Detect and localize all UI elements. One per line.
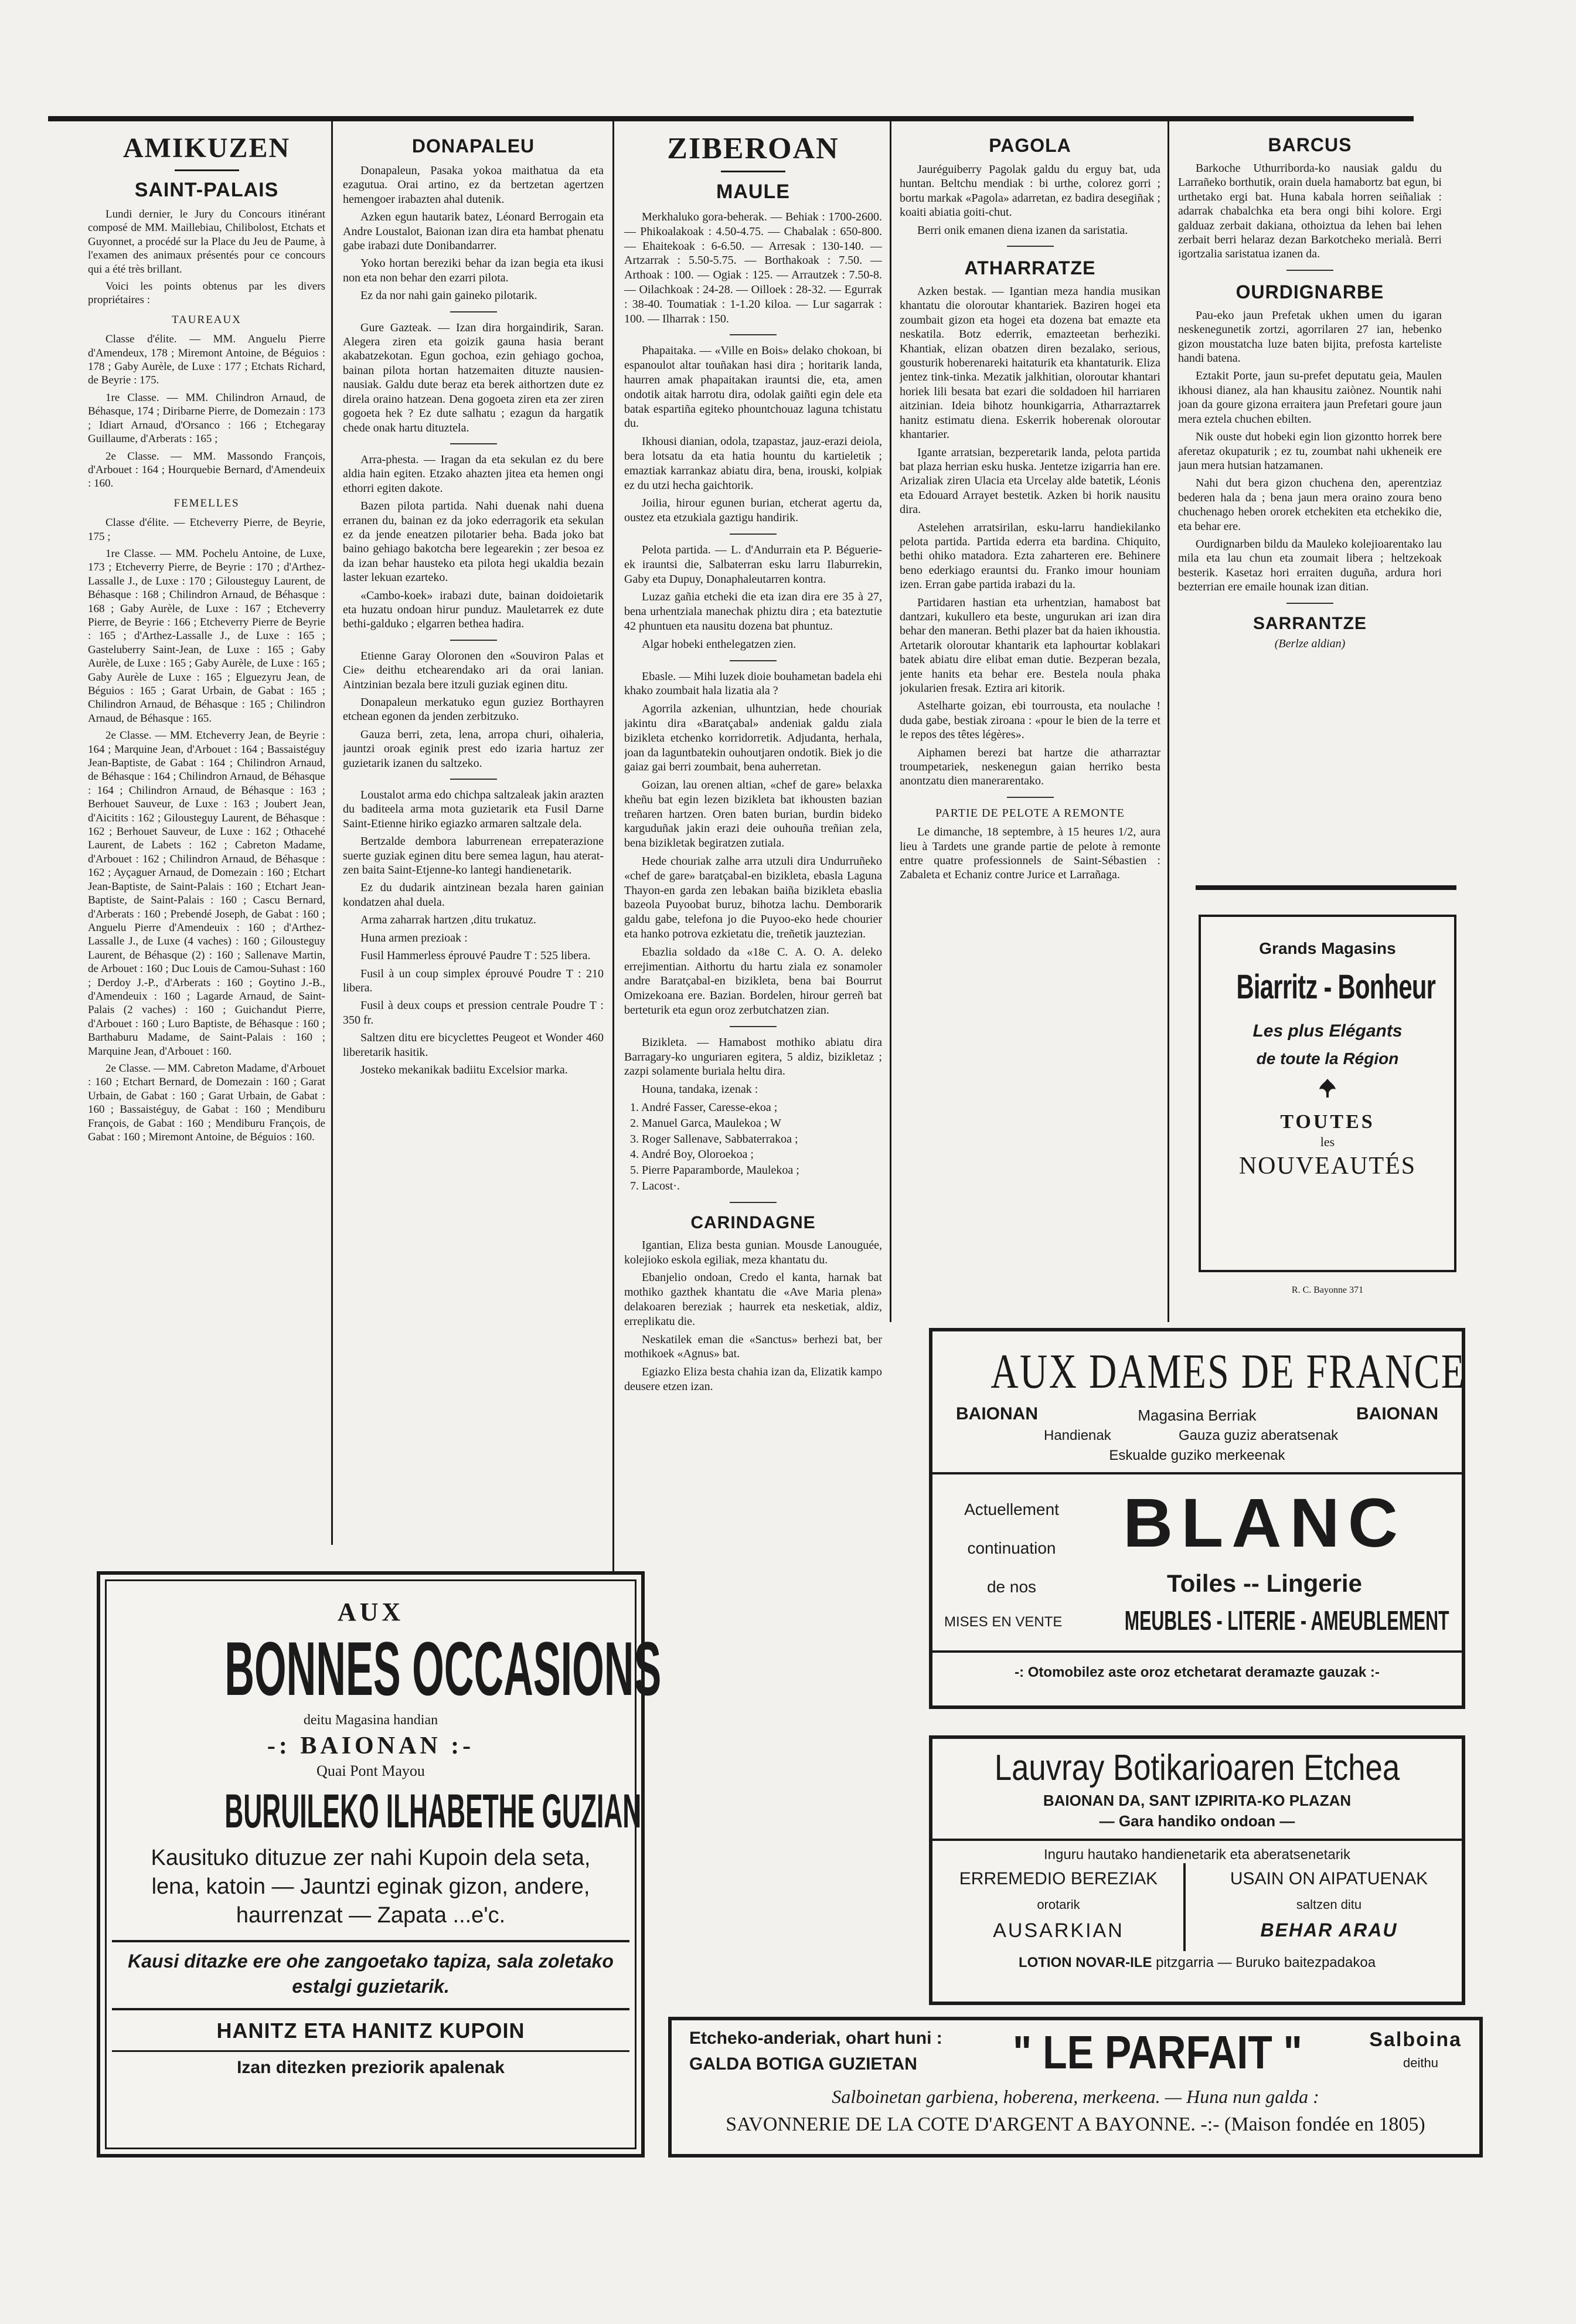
ad-line: Inguru hautako handienetarik eta aberatsenetarik bbox=[1043, 1847, 1351, 1863]
ad-line: saltzen ditu bbox=[1296, 1897, 1362, 1912]
ad-line: deitu Magasina handian bbox=[303, 1713, 438, 1728]
article-paragraph: Pau-eko jaun Prefetak ukhen umen du igaran neskenegunetik zortzi, agorrilaren 27 ian, hebenko gizon moustatcha luze baten bijita, prefosta karteliste handi batena. bbox=[1178, 308, 1442, 365]
ad-line: BAIONAN bbox=[956, 1404, 1038, 1423]
ad-body bbox=[932, 1474, 1462, 1650]
title-rule bbox=[175, 169, 239, 171]
ad-line: BEHAR ARAU bbox=[1260, 1919, 1398, 1941]
article-paragraph: Ourdignarben bildu da Mauleko kolejioarentako lau mila eta lau chun eta zoumait libera ; heltzekoak besterik. Kasetaz hori erraiten duguña, ardura hori bezterrian ere emaile hounak izan ditian. bbox=[1178, 537, 1442, 594]
article-paragraph: Fusil à un coup simplex éprouvé Poudre T : 210 libera. bbox=[343, 967, 604, 994]
section-title: AMIKUZEN bbox=[122, 132, 291, 164]
ad-line: lena, katoin — Jauntzi eginak gizon, andere, bbox=[151, 1874, 590, 1899]
ad-line: Izan ditezken preziorik apalenak bbox=[237, 2058, 505, 2077]
separator bbox=[1286, 603, 1333, 604]
article-paragraph: Hede chouriak zalhe arra utzuli dira Undurruñeko «chef de gare» baratçabal-en bizikleta, ebasla Laguna Thayon-en garda zen lebakan baiña bizikleta ebaslia bazeola Puyoobat buruz, bihotza lachu. Demborarik galdu gabe, telefona jo die Puyoo-eko hede chourier eta hanko potrova ezkietatu die, treñetik jauztezian. bbox=[624, 855, 882, 941]
ad-line: haurrenzat — Zapata ...e'c. bbox=[236, 1903, 506, 1928]
ad-lauvray bbox=[929, 1735, 1465, 2005]
article-paragraph: Loustalot arma edo chichpa saltzaleak jakin arazten du baditeela arma mota guzietarik eta Fusil Darne Saint-Etienne hiriko egiazko armaren saltzale dela. bbox=[343, 789, 604, 830]
article-paragraph: Lundi dernier, le Jury du Concours itinérant composé de MM. Maillebiau, Chilibolost, Etchats et Guyonnet, a procédé sur la Place du Jeu de Paume, à l'examen des animaux présentés pour ce concours qui a été très brillant. bbox=[88, 208, 325, 276]
ad-headline: BONNES OCCASIONS bbox=[224, 1626, 662, 1711]
article-paragraph: Barkoche Uthurriborda-ko nausiak galdu du Larrañeko borthutik, orain duela hamabortz bat egun, bi urthetako ergi bat. Huna kabala horren seiñaliak : adarrak chabalchka eta bera ongi bihi kolore. Ergi galduaz zerbait dakiana, othoiztua da lehen bai lehen zerbait berri helaraz dezan Barkotcheko merialà. Berri igortzalia saristatua izanen da. bbox=[1178, 162, 1442, 261]
list-item: 7. Lacost·. bbox=[630, 1180, 680, 1193]
article-paragraph: Etienne Garay Oloronen den «Souviron Palas et Cie» deithu etchearendako ari da orai lanian. Aintzinian bezala bere itzuli guziak eginen ditu. bbox=[343, 649, 604, 691]
ad-row bbox=[672, 2020, 1479, 2085]
ad-line: MEUBLES - LITERIE - AMEUBLEMENT bbox=[1124, 1605, 1449, 1636]
article-paragraph: Ikhousi dianian, odola, tzapastaz, jauz-erazi deiola, bera lotsatu da eta hatia hountu du kartieletik ; emaztiak karrankaz abiatu dira, bena, irouski, kolpiak ez du utzi hecha gaichtorik. bbox=[624, 435, 882, 492]
article-paragraph: Yoko hortan bereziki behar da izan begia eta ikusi non eta non behar den ezarri pilota. bbox=[343, 257, 604, 284]
article-paragraph: Astelehen arratsirilan, esku-larru handiekilanko pelota partida. Partida ederra eta bardina. Chiquito, bethi ohiko matadora. Ezta zaharteren ere. Behinere beno ederkiago erauntsi du. Franko imour houniam izen. Erran gabe partida irabazi du la. bbox=[900, 521, 1160, 592]
separator bbox=[730, 660, 777, 661]
ad-le-parfait bbox=[668, 2017, 1483, 2157]
article-paragraph: Huna armen prezioak : bbox=[360, 931, 468, 944]
article-paragraph: Saltzen ditu ere bicyclettes Peugeot et Wonder 460 liberetarik hasitik. bbox=[343, 1031, 604, 1059]
ad-line: orotarik bbox=[1037, 1897, 1080, 1912]
section-subtitle: CARINDAGNE bbox=[690, 1212, 816, 1232]
article-paragraph: Classe d'élite. — Etcheverry Pierre, de Beyrie, 175 ; bbox=[88, 517, 325, 543]
ad-line: AUSARKIAN bbox=[993, 1919, 1124, 1942]
ad-side-text bbox=[944, 1498, 1079, 1599]
category-heading: TAUREAUX bbox=[172, 313, 241, 326]
ad-line: LOTION NOVAR-ILE bbox=[1018, 1955, 1152, 1970]
article-paragraph: Algar hobeki enthelegatzen zien. bbox=[642, 637, 796, 651]
title-rule bbox=[721, 171, 785, 172]
section-title: ZIBEROAN bbox=[667, 132, 839, 165]
ad-headline: AUX DAMES DE FRANCE bbox=[990, 1344, 1466, 1399]
article-paragraph: Aiphamen berezi bat hartze die atharraztar troumpetariek, neskenegun gaian herriko besta anontzatu dien manerarentako. bbox=[900, 746, 1160, 788]
article-paragraph: Luzaz gañia etcheki die eta izan dira ere 35 à 27, bena urhentziala manechak phiztu dira ; eta bateztutie 42 phuntuen eta nausitu dozena bat phuntuz. bbox=[624, 590, 882, 633]
section-subtitle: ATHARRATZE bbox=[964, 257, 1096, 279]
ad-registration: R. C. Bayonne 371 bbox=[1291, 1285, 1364, 1295]
section-subtitle: MAULE bbox=[716, 181, 790, 203]
article-paragraph: Donapaleun, Pasaka yokoa maithatua da eta ezagutua. Orai artino, ez da bertzetan agertzen hemengoer irabazten ahal dutenik. bbox=[343, 164, 604, 206]
ad-line: Eskualde guziko merkeenak bbox=[1109, 1448, 1285, 1463]
ad-divider bbox=[112, 1940, 629, 1942]
article-paragraph: Nik ouste dut hobeki egin lion gizontto horrek bere aferetaz okupaturik ; ez tu, zoumbat nahi ukheneik ere jaun mera hutsian hatzamanen. bbox=[1178, 430, 1442, 472]
ad-headline: " LE PARFAIT " bbox=[1013, 2026, 1302, 2078]
article-paragraph: Joilia, hirour egunen burian, etcherat agertu da, oustez eta etzukiala gaztigu handirik. bbox=[624, 497, 882, 525]
ad-row bbox=[932, 1404, 1462, 1428]
article-paragraph: Pelota partida. — L. d'Andurrain eta P. Béguerie-ek irauntsi die, Salbaterran esku larru Ilaburrekin, Gaby eta Dupuy, Donaphaleutarren kontra. bbox=[624, 543, 882, 586]
separator bbox=[730, 334, 777, 335]
article-paragraph: Neskatilek eman die «Sanctus» berhezi bat, ber mothikoek «Agnus» bat. bbox=[624, 1333, 882, 1361]
ad-line: Handienak bbox=[1044, 1428, 1111, 1443]
ad-line: HANITZ ETA HANITZ KUPOIN bbox=[216, 2019, 525, 2043]
section-subtitle: SARRANTZE bbox=[1253, 613, 1367, 633]
ad-bonnes-occasions bbox=[97, 1571, 662, 2157]
article-paragraph: Arra-phesta. — Iragan da eta sekulan ez du bere aldia hain egiten. Etzako ahazten jitea eta hemen ongi ethorri egiten dakote. bbox=[343, 453, 604, 495]
ad-line: MISES EN VENTE bbox=[944, 1614, 1063, 1630]
article-paragraph: Bertzalde dembora laburrenean errepaterazione suerte guziak eginen ditu bere semea lagun, hau aterat-zen baita Saint-Etjenne-ko lantegi handienetarik. bbox=[343, 835, 604, 877]
article-paragraph: Agorrila azkenian, ulhuntzian, hede chouriak jakintu dira «Baratçabal» andeniak galdu ziala bizikleta etchenko korridorretik. Adjudanta, herhala, joan da laguntbatekin ouhoutjaren ondotik. Biek jo die gaiaz gai berri zoumbait, bena auherretan. bbox=[624, 702, 882, 774]
ad-line: Toiles -- Lingerie bbox=[1167, 1569, 1362, 1597]
ad-line: GALDA BOTIGA GUZIETAN bbox=[689, 2054, 917, 2074]
ad-line: deithu bbox=[1403, 2055, 1438, 2070]
ad-headline: Lauvray Botikarioaren Etchea bbox=[994, 1748, 1400, 1788]
ad-line: pitzgarria — Buruko baitezpadakoa bbox=[1156, 1955, 1376, 1970]
ad-divider bbox=[932, 1839, 1462, 1841]
article-paragraph: 1re Classe. — MM. Chilindron Arnaud, de Béhasque, 174 ; Diribarne Pierre, de Domezain : 173 ; Idiart Arnaud, d'Orsanco : 166 ; Etchegaray Guillaume, d'Arberats : 165 ; bbox=[88, 391, 325, 446]
article-paragraph: Partidaren hastian eta urhentzian, hamabost bat dantzari, kukullero eta beste, ungurukan ari izan dira behar den maneran. Bethi plazer bat da haien ikhoustia. Artetarik oloroutar khantarik eta laphourtar koblakari batek abiatu dire elibat eman dutie. Bezperan bezala, jente hanits eta behar ere. Bestela noula phaka jokularien fresak. Eztira ari kitorik. bbox=[900, 596, 1160, 695]
article-paragraph: Ebasle. — Mihi luzek dioie bouhametan badela ehi khako zoumbait hala lizatia ala ? bbox=[624, 670, 882, 698]
ad-headline: BLANC bbox=[1123, 1484, 1406, 1562]
ad-divider bbox=[112, 2008, 629, 2010]
list-item: 1. André Fasser, Caresse-ekoa ; bbox=[630, 1101, 778, 1115]
article-paragraph: Le dimanche, 18 septembre, à 15 heures 1/2, aura lieu à Tardets une grande partie de pelote à remonte entre quatre professionnels de Saint-Sébastien : Zabaleta et Echaniz contre Jurice et Larrañaga. bbox=[900, 825, 1160, 882]
top-rule bbox=[48, 116, 1414, 121]
article-paragraph: Berri onik emanen diena izanen da saristatia. bbox=[917, 223, 1128, 237]
article-paragraph: Azken egun hautarik batez, Léonard Berrogain eta Andre Loustalot, Baionan izan dira eta hambat phenatu gabe irabazi dute Donibandarrer. bbox=[343, 210, 604, 253]
ad-biarritz-bonheur bbox=[1199, 915, 1456, 1295]
separator bbox=[450, 311, 497, 312]
ad-line: -: BAIONAN :- bbox=[267, 1732, 475, 1759]
article-paragraph: Voici les points obtenus par les divers propriétaires : bbox=[88, 280, 325, 307]
separator bbox=[1007, 797, 1054, 798]
article-paragraph: Fusil Hammerless éprouvé Paudre T : 525 libera. bbox=[360, 949, 591, 963]
article-paragraph: Bizikleta. — Hamabost mothiko abiatu dira Barragary-ko unguriaren egitera, 5 aldiz, bizikletaz ; zazpi solamente buriala heltu dira. bbox=[624, 1035, 882, 1078]
fleuron-icon bbox=[1316, 1076, 1339, 1100]
article-paragraph: «Cambo-koek» irabazi dute, bainan doidoietarik eta huzatu ondoan hirur punduz. Mauletarrek ez dute bethi-galduko ; elgarren bethea hadira. bbox=[343, 589, 604, 631]
ad-line: Kausi ditazke ere ohe zangoetako tapiza, sala zoletako bbox=[128, 1951, 614, 1972]
article-paragraph: Nahi dut bera gizon chuchena den, aperentziaz bederen hala da ; bena jaun mera oraino zoura beno chuchenago heben ororek etchekiten eta etchekiko die, eta behar ere. bbox=[1178, 477, 1442, 533]
article-paragraph: Fusil à deux coups et pression centrale Poudre T : 350 fr. bbox=[343, 999, 604, 1027]
list-item: 3. Roger Sallenave, Sabbaterrakoa ; bbox=[630, 1132, 798, 1146]
section-subtitle: SAINT-PALAIS bbox=[134, 179, 279, 201]
announcement-heading: PARTIE DE PELOTE A REMONTE bbox=[935, 806, 1125, 820]
ad-line: BAIONAN bbox=[1356, 1404, 1438, 1423]
ad-headline: Biarritz - Bonheur bbox=[1236, 968, 1436, 1006]
article-paragraph: Ebanjelio ondoan, Credo el kanta, harnak bat mothiko gazthek khantatu die «Ave Maria plena» delakoaren bereziak ; haurrek eta nesketiak, aldiz, erreplikatu die. bbox=[624, 1271, 882, 1328]
ad-line: TOUTES bbox=[1280, 1111, 1375, 1133]
category-heading: FEMELLES bbox=[173, 497, 240, 509]
article-paragraph: 1re Classe. — MM. Pochelu Antoine, de Luxe, 173 ; Etcheverry Pierre, de Beyrie : 170 ; d'Arthez-Lassalle J., de Luxe : 170 ; Gilousteguy Laurent, de Béhasque : 168 ; Chilindron Arnaud, de Béhasque : 168 ; Gaby Aurèle, de Luxe : 167 ; Etcheverry Pierre, de Beyrie : 166 ; Etcheverry Pierre de Beyrie : 165 ; d'Arthez-Lassalle J., de Luxe : 165 ; Gasteluberry Saint-Jean, de Luxe : 165 ; Gaby Aurèle, de Luxe : 165 ; Gaby Aurèle, de Luxe : 165 ; Gaby Aurèle de Luxe : 165 ; Elguezyru Jean, de Béguios : 165 ; Garat Urbain, de Gabat : 165 ; Chilindron Arnaud, de Béhasque : 165 ; Chilindron Arnaud, de Béhasque : 165. bbox=[88, 547, 325, 725]
ad-body bbox=[932, 1863, 1462, 1951]
ad-line: ERREMEDIO BEREZIAK bbox=[959, 1869, 1158, 1888]
article-paragraph: Classe d'élite. — MM. Anguelu Pierre d'Amendeux, 178 ; Miremont Antoine, de Béguios : 178 ; Gaby Aurèle, de Luxe : 177 ; Etchats Richard, de Beyrie : 175. bbox=[88, 333, 325, 387]
column-pagola bbox=[900, 132, 1160, 1322]
ad-line: BAIONAN DA, SANT IZPIRITA-KO PLAZAN bbox=[1043, 1792, 1352, 1809]
article-paragraph: Ebazlia soldado da «18e C. A. O. A. deleko errejimentian. Aithortu du hartu ziala ez sonamoler andre Baratçabal-en bizikleta, bena bai Bourrut Omizekoana ere. Bazian. Bordelen, hirour gerreñ bat berteturik eta egun oroz zerbutchatzen zian. bbox=[624, 945, 882, 1017]
ad-line: Actuellement bbox=[964, 1500, 1059, 1518]
article-paragraph: Donapaleun merkatuko egun guziez Borthayren etchean egonen da jenden zerbitzuko. bbox=[343, 696, 604, 723]
article-paragraph: Bazen pilota partida. Nahi duenak nahi duena erranen du, bainan ez da joko ederragorik eta sekulan ez da jende eneatzen pilotarier beha. Bada joko bat baino gehiago bakotcha bere legearekin ; zer besoa ez da izan behar hausteko eta pilota hegi ukaldia bezain laster lekuan ezarteko. bbox=[343, 500, 604, 585]
separator bbox=[450, 640, 497, 641]
separator bbox=[1286, 270, 1333, 271]
article-paragraph: Azken bestak. — Igantian meza handia musikan khantatu die oloroutar khantariek. Baziren hogei eta zoumbait gizon eta hogei eta dozena bat emazte eta neskatila. Botz ederrik, emazteetan berheziki. Khantiak, elizan obatzen diren bezalako, serious, gousturik hoberenareki haitaturik eta khantaturik. Eliza jentez tink-tinka. Mezatik jalkhitian, oloroutar khantari horiek lili besata bat ezari die soldadoen hil harriaren aitzinian. Ideia bihotz hounkigarria, Atharraztarrek hanitz estimatu diena. Eskerrik hoberenak oloroutar khantarier. bbox=[900, 285, 1160, 441]
column-donapaleu bbox=[343, 132, 604, 1545]
section-title: DONAPALEU bbox=[411, 135, 535, 157]
ad-line: de nos bbox=[986, 1578, 1037, 1596]
article-paragraph: Josteko mekanikak badiitu Excelsior marka. bbox=[360, 1063, 568, 1076]
article-paragraph: Eztakit Porte, jaun su-prefet deputatu geia, Maulen ikhousi dianez, ala han khausitu zaiònez. Nountik nahi joan da goure gizona erraitera jaun Prefetari goure jaun mera eztela chuchen ebilten. bbox=[1178, 369, 1442, 426]
list-item: 2. Manuel Garca, Maulekoa ; W bbox=[630, 1116, 781, 1130]
list-item: 4. André Boy, Oloroekoa ; bbox=[630, 1148, 754, 1161]
article-paragraph: Ez du dudarik aintzinean bezala haren gainian kondatzen ahal duela. bbox=[343, 881, 604, 909]
ad-line: Les plus Elégants bbox=[1252, 1021, 1403, 1041]
ad-row bbox=[932, 1428, 1462, 1448]
separator bbox=[1007, 246, 1054, 247]
separator bbox=[450, 779, 497, 780]
article-note: (Berlze aldian) bbox=[1274, 637, 1346, 650]
ad-line: Etcheko-anderiak, ohart huni : bbox=[689, 2029, 942, 2048]
section-subtitle: OURDIGNARBE bbox=[1235, 281, 1384, 303]
article-paragraph: Phapaitaka. — «Ville en Bois» delako chokoan, bi espanoulot altar touñakan hasi dira ; horitarik landa, haurren amak phapaitakan irauntsi die, eta, amen ondotik aitak harrotu dira, odolak gaiñti egin dele eta batak espartiña egiteko phountchouaz laguna tchistatu du. bbox=[624, 344, 882, 430]
ad-line: — Gara handiko ondoan — bbox=[1099, 1812, 1295, 1830]
ad-line: Gauza guziz aberatsenak bbox=[1179, 1428, 1339, 1443]
ad-divider bbox=[1183, 1863, 1186, 1951]
article-paragraph: Gure Gazteak. — Izan dira horgaindirik, Saran. Alegera ziren eta goizik gauna hasia berant akabatzekotan. Egun gochoa, ezin gehiago gochoa, bainan pilota hortan hatzemaiten dituzte nausien-nausiak. Galdu dute beraz eta berek aithortzen dute ez direla oraino hatzean. Dena gogoeta ziren eta zer ziren gogoeta hek ? Ez dute salhatu ; ezagun da hargatik chede onak hartu dituztela. bbox=[343, 321, 604, 434]
article-paragraph: Jauréguiberry Pagolak galdu du erguy bat, uda huntan. Beltchu mendiak : bi urthe, colorez gorri ; bortu markak «Pagola» adarretan, ez badira desegiñak ; koaiti abiatia goiti-chut. bbox=[900, 163, 1160, 219]
article-paragraph: Goizan, lau orenen altian, «chef de gare» belaxka kheñu bat egin lezen bizikleta bat ikhousten bazian treñaren hartzen. Oren baten burian, burdin bideko karguduñak jakin erazi deie ouhouña treñian zela, bena bizikletak begiratzen zutiala. bbox=[624, 779, 882, 850]
section-title: BARCUS bbox=[1268, 134, 1352, 155]
ad-line: Salboinetan garbiena, hoberena, merkeena. — Huna nun galda : bbox=[832, 2086, 1319, 2107]
ad-divider bbox=[932, 1650, 1462, 1653]
article-paragraph: 2e Classe. — MM. Massondo François, d'Arbouet : 164 ; Hourquebie Bernard, d'Amendeuix : 160. bbox=[88, 450, 325, 490]
article-paragraph: Egiazko Eliza besta chahia izan da, Elizatik kampo deusere etzen izan. bbox=[624, 1365, 882, 1393]
article-paragraph: Astelharte goizan, ebi tourrousta, eta noulache ! duda gabe, bestiak ziroana : «pour le bien de la terre et le repos des têtes légères». bbox=[900, 699, 1160, 742]
ad-line: Quai Pont Mayou bbox=[316, 1762, 425, 1779]
column-divider bbox=[331, 120, 333, 1545]
article-paragraph: 2e Classe. — MM. Cabreton Madame, d'Arbouet : 160 ; Etchart Bernard, de Domezain : 160 ; Garat Urbain, de Gabat : 160 ; Garat Urbain, de Gabat : 160 ; Bassaistéguy, de Gabat : 160 ; Mendiburu François, de Gabat : 160 ; Mendiburu François, de Gabat : 160 ; Miremont Antoine, de Béguios : 160. bbox=[88, 1062, 325, 1143]
ad-line: Kausituko dituzue zer nahi Kupoin dela seta, bbox=[151, 1846, 591, 1870]
ad-line: continuation bbox=[967, 1539, 1056, 1557]
ad-line: estalgi guzietarik. bbox=[292, 1976, 450, 1997]
separator bbox=[730, 1202, 777, 1203]
column-divider bbox=[1167, 120, 1169, 1322]
ad-line: AUX bbox=[337, 1598, 404, 1626]
article-paragraph: Arma zaharrak hartzen ,ditu trukatuz. bbox=[360, 913, 536, 927]
separator bbox=[450, 443, 497, 444]
ad-line: de toute la Région bbox=[1256, 1049, 1399, 1068]
article-paragraph: Igantian, Eliza besta gunian. Mousde Lanouguée, kolejioko eskola egiliak, meza khantatu du. bbox=[624, 1238, 882, 1266]
ad-divider bbox=[112, 2050, 629, 2052]
ad-line: BURUILEKO ILHABETHE GUZIAN bbox=[224, 1785, 642, 1838]
separator bbox=[730, 534, 777, 535]
ad-line: Grands Magasins bbox=[1259, 939, 1396, 957]
ad-line: les bbox=[1320, 1134, 1335, 1149]
article-paragraph: Ez da nor nahi gain gaineko pilotarik. bbox=[360, 289, 537, 303]
article-paragraph: Merkhaluko gora-beherak. — Behiak : 1700-2600. — Phikoalakoak : 4.50-4.75. — Chabalak : 650-800. — Ehaitekoak : 6-6.50. — Arresak : 130-140. — Artzarrak : 5.50-5.75. — Borthakoak : 7.50. — Arthoak : 100. — Ogiak : 125. — Arrautzek : 7.50-8. — Oilachkoak : 24-28. — Oilloek : 28-32. — Egurrak : 38-40. Toumatiak : 1-1.20 kiloa. — Lur sagarrak : 100. — Ilharrak : 150. bbox=[624, 210, 882, 325]
ad-line: USAIN ON AIPATUENAK bbox=[1230, 1869, 1428, 1888]
ad-line: Salboina bbox=[1369, 2029, 1462, 2051]
separator bbox=[730, 1026, 777, 1027]
ad-line: Magasina Berriak bbox=[1138, 1406, 1257, 1424]
ad-line: NOUVEAUTÉS bbox=[1238, 1153, 1417, 1180]
list-item: 5. Pierre Paparamborde, Maulekoa ; bbox=[630, 1164, 799, 1177]
ad-rule bbox=[1196, 885, 1456, 890]
article-paragraph: Igante arratsian, bezperetarik landa, pelota partida bat plaza herrian esku huska. Jentetze izigarria han ere. Arizaliak ziren Ulacia eta Urcelay alde batetik, Léonis eta Edouard Arrayet bestetik. Azken bi horik nausitu dira. bbox=[900, 446, 1160, 517]
column-barcus bbox=[1178, 132, 1442, 859]
article-paragraph: Gauza berri, zeta, lena, arropa churi, oihaleria, jauntzi oroak eginik prest edo izaria hartuz zer guzietarik izanen du saltzeko. bbox=[343, 728, 604, 770]
article-paragraph: 2e Classe. — MM. Etcheverry Jean, de Beyrie : 164 ; Marquine Jean, d'Arbouet : 164 ; Bassaistéguy Jean-Baptiste, de Gabat : 164 ; Chilindron Arnaud, de Béhasque : 164 ; Chilindron Arnaud, de Béhasque : 164 ; Chilindron Arnaud, de Béhasque : 163 ; Berhouet Sauveur, de Luxe : 163 ; Joubert Jean, d'Aicitits : 162 ; Gilousteguy Laurent, de Béhasque : 162 ; Berhouet Sauveur, de Luxe : 162 ; Othacehé Laurent, de Labets : 162 ; Cabreton Madame, d'Arbouet : 162 ; Chilindron Arnaud, de Béhasque : 162 ; Ayçaguer Arnaud, de Domezain : 160 ; Etchart Jean-Baptiste, de Saint-Palais : 160 ; Etchart Jean-Baptiste, de Saint-Palais : 160 ; Cascu Bernard, d'Arberats : 160 ; Prebendé Joseph, de Gabat : 160 ; Anguelu Pierre d'Amendeuix : 160 ; d'Arthez-Lassalle J., de Luxe (4 vaches) : 160 ; Gilousteguy Laurent, de Béhasque (2) : 160 ; Sallenave Martin, de Arbouet : 160 ; Duc Louis de Camou-Suhast : 160 ; Derdoy J.-P., d'Arberats : 160 ; Goytino J.-B., d'Amendeuix : 160 ; Lagarde Arnaud, de Saint-Palais (2 vaches) : 160 ; Guichandut Pierre, d'Arbouet : 160 ; Luro Baptiste, de Béhasque : 160 ; Barthaburu Madame, de Saint-Palais : 160 ; Marquine Jean, d'Arbouet : 160. bbox=[88, 729, 325, 1058]
ad-dames-de-france bbox=[929, 1328, 1465, 1709]
section-title: PAGOLA bbox=[989, 135, 1071, 156]
column-divider bbox=[890, 120, 891, 1322]
column-amikuzen bbox=[88, 132, 325, 1545]
ad-line: -: Otomobilez aste oroz etchetarat deramazte gauzak :- bbox=[1015, 1664, 1380, 1680]
ad-line: SAVONNERIE DE LA COTE D'ARGENT A BAYONNE. -:- (Maison fondée en 1805) bbox=[726, 2114, 1425, 2135]
article-paragraph: Houna, tandaka, izenak : bbox=[642, 1083, 758, 1096]
column-ziberoan bbox=[624, 132, 882, 2125]
